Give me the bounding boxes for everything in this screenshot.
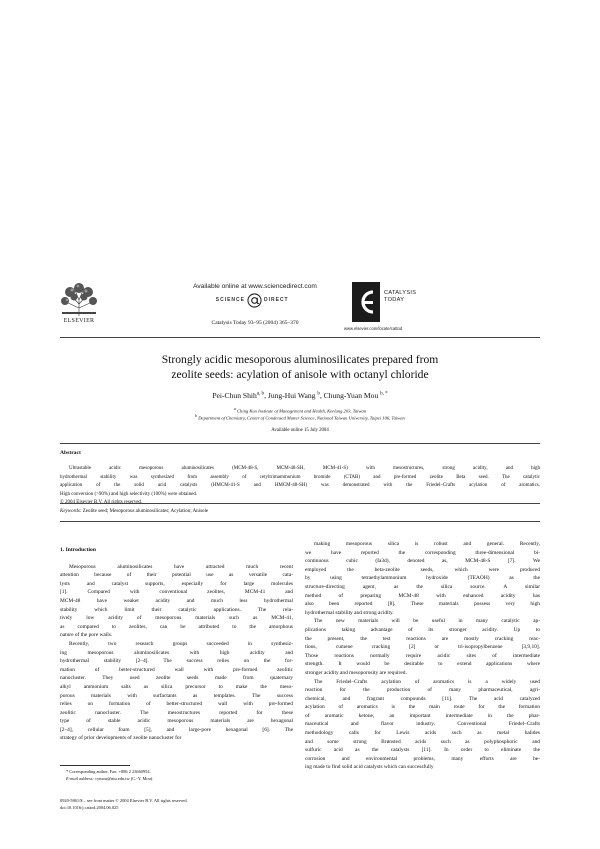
available-online-banner[interactable]: Available online at www.sciencedirect.com	[193, 283, 317, 290]
text-line: stability which limit their catalytic applications. The rela-	[60, 606, 293, 613]
text-line: structure-directing agent, as the silica source. A similar	[305, 583, 540, 590]
affiliation-b	[60, 414, 540, 421]
text-line: tively low acidity of mesoporous materials such as MCM-41,	[60, 615, 293, 622]
abstract-line: application of the solid acid catalysts (HMCM-41-S and HMCM-48-SH) was demonstrated with the Friedel–Crafts acylation of aromatics.	[60, 483, 540, 488]
keywords	[60, 509, 540, 514]
abstract-body	[60, 465, 540, 508]
article-title	[60, 353, 540, 382]
text-line: acylation of aromatics is the main route for the formation	[305, 704, 540, 711]
text-line: relies on formation of better-structured wall with pre-formed	[60, 701, 293, 708]
author-affiliation-mark[interactable]: b, *	[380, 391, 388, 397]
text-line: The Friedel–Crafts acylation of aromatics is a widely used	[314, 678, 540, 685]
paragraph	[305, 678, 540, 773]
abstract-heading: Abstract	[60, 450, 81, 456]
text-line: hydrothermal stability and strong acidity.	[305, 609, 394, 616]
affiliation-mark: a	[233, 407, 236, 411]
text-line: the present, the test reactions are mostly cracking reac-	[305, 635, 540, 642]
text-line: plications taking advantage of its stronger acidity. Up to	[305, 626, 540, 633]
author-name[interactable]: Pei-Chun Shih	[212, 391, 257, 400]
text-line: attention because of their potential use as versatile cata-	[60, 572, 293, 579]
text-line: stronger acidity and mesoporosity are required.	[305, 669, 407, 676]
journal-reference: Catalysis Today 93–95 (2004) 365–370	[211, 320, 299, 326]
affiliation-mark: b	[195, 414, 198, 418]
front-matter	[60, 798, 293, 811]
text-line: continuous cubic (Ia3d), denoted as, MCM-48-S [7]. We	[305, 558, 540, 565]
text-line: by using tetraethylammonium hydroxide (TEAOH) as the	[305, 575, 540, 582]
text-line: Those reactions normally require acidic sites of intermediate	[305, 652, 540, 659]
section-heading-introduction: 1. Introduction	[60, 547, 96, 553]
today-word: TODAY	[384, 297, 405, 303]
abstract-line: Ultrastable acidic mesoporous aluminosilicates (MCM-48-S, MCM-48-SH, MCM-41-S) with mesostructures, strong acidity, and high	[69, 466, 540, 471]
text-line: method of preparing MCM-48 with enhanced acidity has	[305, 592, 540, 599]
left-column	[60, 546, 293, 743]
sciencedirect-logo	[190, 293, 320, 307]
text-line: tions, cumene cracking [2] or tri-isopropylbenzene [3,9,10].	[305, 644, 540, 651]
text-line: nanocluster. They used zeolite seeds made from quaternary	[60, 675, 293, 682]
text-line: we have reported the corresponding three-dimensional bi-	[305, 549, 540, 556]
catalysis-word: CATALYSIS	[384, 290, 417, 296]
elsevier-wordmark: ELSEVIER	[63, 318, 95, 324]
catalysis-today-logo	[352, 282, 422, 324]
title-line-2: zeolite seeds: acylation of anisole with octanyl chloride	[171, 367, 429, 381]
text-line: zeolitic nanocluster. The mesostructures reported for these	[60, 709, 293, 716]
abstract-line: hydrothermal stability was synthesized from assembly of cetyltrimammonium bromide (CTAB) and pre-formed zeolite Beta seed. The catalytic	[60, 474, 540, 480]
text-line: maceutical and flavor industry. Conventional Friedel–Crafts	[305, 721, 540, 728]
text-line: reaction for the production of many pharmaceutical, agri-	[305, 687, 540, 694]
paragraph	[305, 617, 540, 677]
abstract-bottom-divider	[60, 521, 540, 522]
online-date: Available online 15 July 2004	[271, 428, 329, 433]
right-column	[305, 540, 540, 772]
issn-line: 0920-5861/$ – see front matter © 2004 Elsevier B.V. All rights reserved.	[60, 798, 188, 803]
text-line: MCM-48 have weaker acidity and much less hydrothermal	[60, 597, 293, 604]
journal-url-link[interactable]: www.elsevier.com/locate/cattod	[344, 326, 403, 331]
author-affiliation-mark[interactable]: b	[317, 391, 320, 397]
paragraph	[60, 640, 293, 743]
text-line: employed the beta-zeolite seeds, which were produced	[305, 566, 540, 573]
text-line: [2–4], cellular foam [5], and large-pore hexagonal [6]. The	[60, 726, 293, 733]
text-line: also been reported [8]. These materials possess very high	[305, 601, 540, 608]
abstract-copyright: © 2004 Elsevier B.V. All rights reserved.	[60, 500, 143, 505]
text-line: mation of better-structured wall with pre-formed zeolitic	[60, 666, 293, 673]
email-note	[60, 776, 293, 783]
corresponding-author-note: * Corresponding author. Fax: +886 2 23660954.	[66, 769, 151, 774]
text-line: [1]. Compared with conventional zeolites, MCM-41 and	[60, 589, 293, 596]
paragraph	[305, 540, 540, 617]
author-name[interactable]: Chung-Yuan Mou	[323, 391, 379, 400]
doi-link[interactable]: doi:10.1016/j.cattod.2004.06.025	[60, 804, 119, 810]
title-line-1: Strongly acidic mesoporous aluminosilicates prepared from	[161, 353, 439, 366]
sciencedirect-at-icon	[247, 293, 262, 308]
text-line: strength. It would be desirable to extend applications where	[305, 661, 540, 668]
text-line: making mesoporous silica is robust and general. Recently,	[314, 541, 540, 547]
text-line: Recently, two research groups succeeded in synthesiz-	[69, 640, 293, 647]
abstract-line: High conversion (>90%) and high selectivity (100%) were obtained.	[60, 491, 198, 497]
text-line: strategy of prior developments of zeolite nanocluster for	[60, 735, 182, 742]
keywords-list: Zeolite seed; Mesoporous aluminosilicates; Acylation; Anisole	[82, 509, 209, 514]
text-line: of aromatic ketone, an important intermediate in the phar-	[305, 712, 540, 719]
keywords-divider	[60, 503, 540, 504]
email-address-link[interactable]: cymou@ntu.edu.tw (C.-Y. Mou).	[95, 775, 154, 781]
affiliation-text: Ching Kuo Institute of Management and Health, Keelung 203, Taiwan	[236, 408, 367, 414]
text-line: as compared to zeolites, can be attributed to the amorphous	[60, 623, 293, 630]
email-label: E-mail address:	[66, 775, 95, 781]
text-line: corrosion and environmental problems, many efforts are be-	[305, 755, 540, 762]
abstract-top-divider	[60, 443, 540, 444]
sciencedirect-left: SCIENCE	[215, 297, 245, 303]
affiliation-text: Department of Chemistry, Center of Condensed Matter Science, National Taiwan University, Taipei 106, Taiwan	[198, 415, 405, 421]
text-line: type of stable acidic mesoporous materials are hexagonal	[60, 718, 293, 725]
text-line: chemical, and fragrant compounds [11]. The acid catalyzed	[305, 695, 540, 702]
author-name[interactable]: Jung-Hui Wang	[267, 391, 316, 400]
text-line: hydrothermal stability [2–4]. The success relies on the for-	[60, 658, 293, 665]
affiliation-a	[60, 407, 540, 414]
left-column-text	[60, 563, 293, 743]
text-line: methodology calls for Lewis acids such as metal halides	[305, 730, 540, 737]
text-line: lysts and catalyst supports, especially for large molecules	[60, 580, 293, 587]
text-line: Mesoporous aluminosilicates have attracted much recent	[69, 563, 293, 570]
author-affiliation-mark[interactable]: a, b	[256, 391, 265, 397]
text-line: porous materials with surfactants as templates. The success	[60, 692, 293, 699]
right-column-text	[305, 540, 540, 772]
author-list: Pei-Chun Shih$^{a, b}$, Jung-Hui Wang $^b$, Chung-Yuan Mou $^{b, *}$	[212, 391, 388, 400]
text-line: ing mesoporous aluminosilicates with high acidity and	[60, 649, 293, 656]
text-line: nature of the pore walls.	[60, 632, 113, 639]
paragraph	[60, 563, 293, 640]
catalysis-today-emblem-icon	[352, 282, 380, 322]
text-line: ing made to find solid acid catalysts which can successfully	[305, 764, 434, 771]
footnote-rule	[60, 765, 130, 766]
header-divider	[60, 337, 540, 338]
text-line: alkyl ammonium salts as silica precursor to make the meso-	[60, 683, 293, 690]
text-line: The new materials will be useful in many catalytic ap-	[314, 618, 540, 625]
text-line: sulfuric acid as the catalysts [11]. In order to eliminate the	[305, 747, 540, 754]
sciencedirect-right: DIRECT	[264, 297, 289, 303]
keywords-label: Keywords:	[60, 509, 82, 514]
footnote	[60, 769, 293, 782]
text-line: and some strong Brønsted acids such as polyphosphoric and	[305, 738, 540, 745]
